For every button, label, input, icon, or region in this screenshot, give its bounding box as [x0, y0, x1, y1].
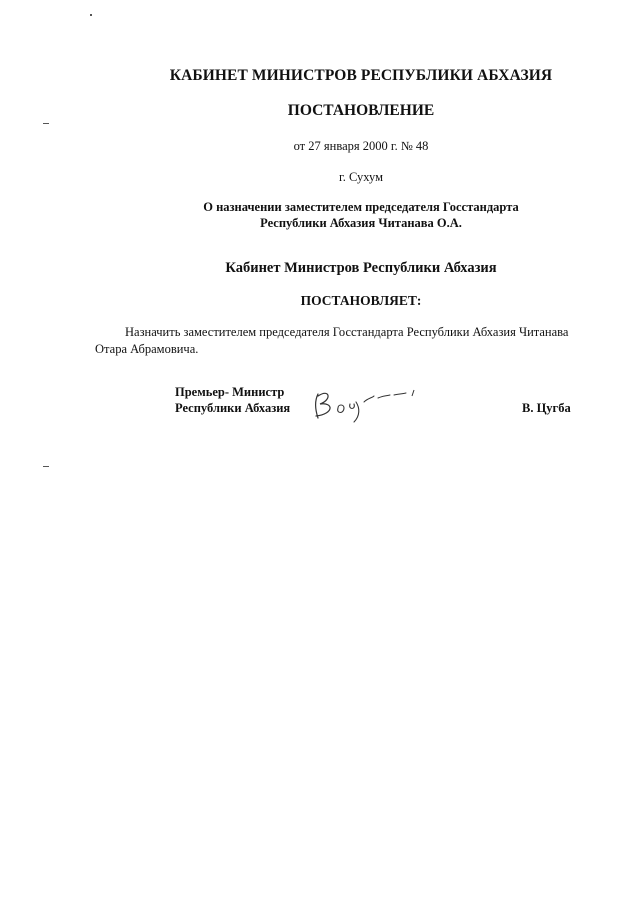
signatory-title-line-2: Республики Абхазия — [175, 401, 291, 415]
city: г. Сухум — [338, 170, 383, 184]
signatory-title-line-1: Премьер- Министр — [175, 385, 285, 399]
document-type: ПОСТАНОВЛЕНИЕ — [287, 102, 435, 119]
resolves-heading: ПОСТАНОВЛЯЕТ: — [300, 293, 422, 308]
cabinet-heading: Кабинет Министров Республики Абхазия — [225, 260, 497, 276]
subject-line-2: Республики Абхазия Читанава О.А. — [260, 216, 462, 230]
body-line-1: Назначить заместителем председателя Госстандарта Республики Абхазия Читанава — [125, 325, 569, 339]
signatory-name: В. Цугба — [522, 401, 571, 415]
scan-speck — [43, 123, 49, 124]
body-line-2: Отара Абрамовича. — [95, 342, 199, 356]
handwritten-signature — [310, 384, 430, 426]
scan-speck — [43, 466, 49, 467]
date-number: от 27 января 2000 г. № 48 — [293, 139, 429, 153]
scan-speck — [90, 14, 92, 16]
body-paragraph — [95, 324, 595, 358]
subject-line-1: О назначении заместителем председателя Госстандарта — [203, 200, 519, 214]
document-title: КАБИНЕТ МИНИСТРОВ РЕСПУБЛИКИ АБХАЗИЯ — [169, 67, 553, 84]
